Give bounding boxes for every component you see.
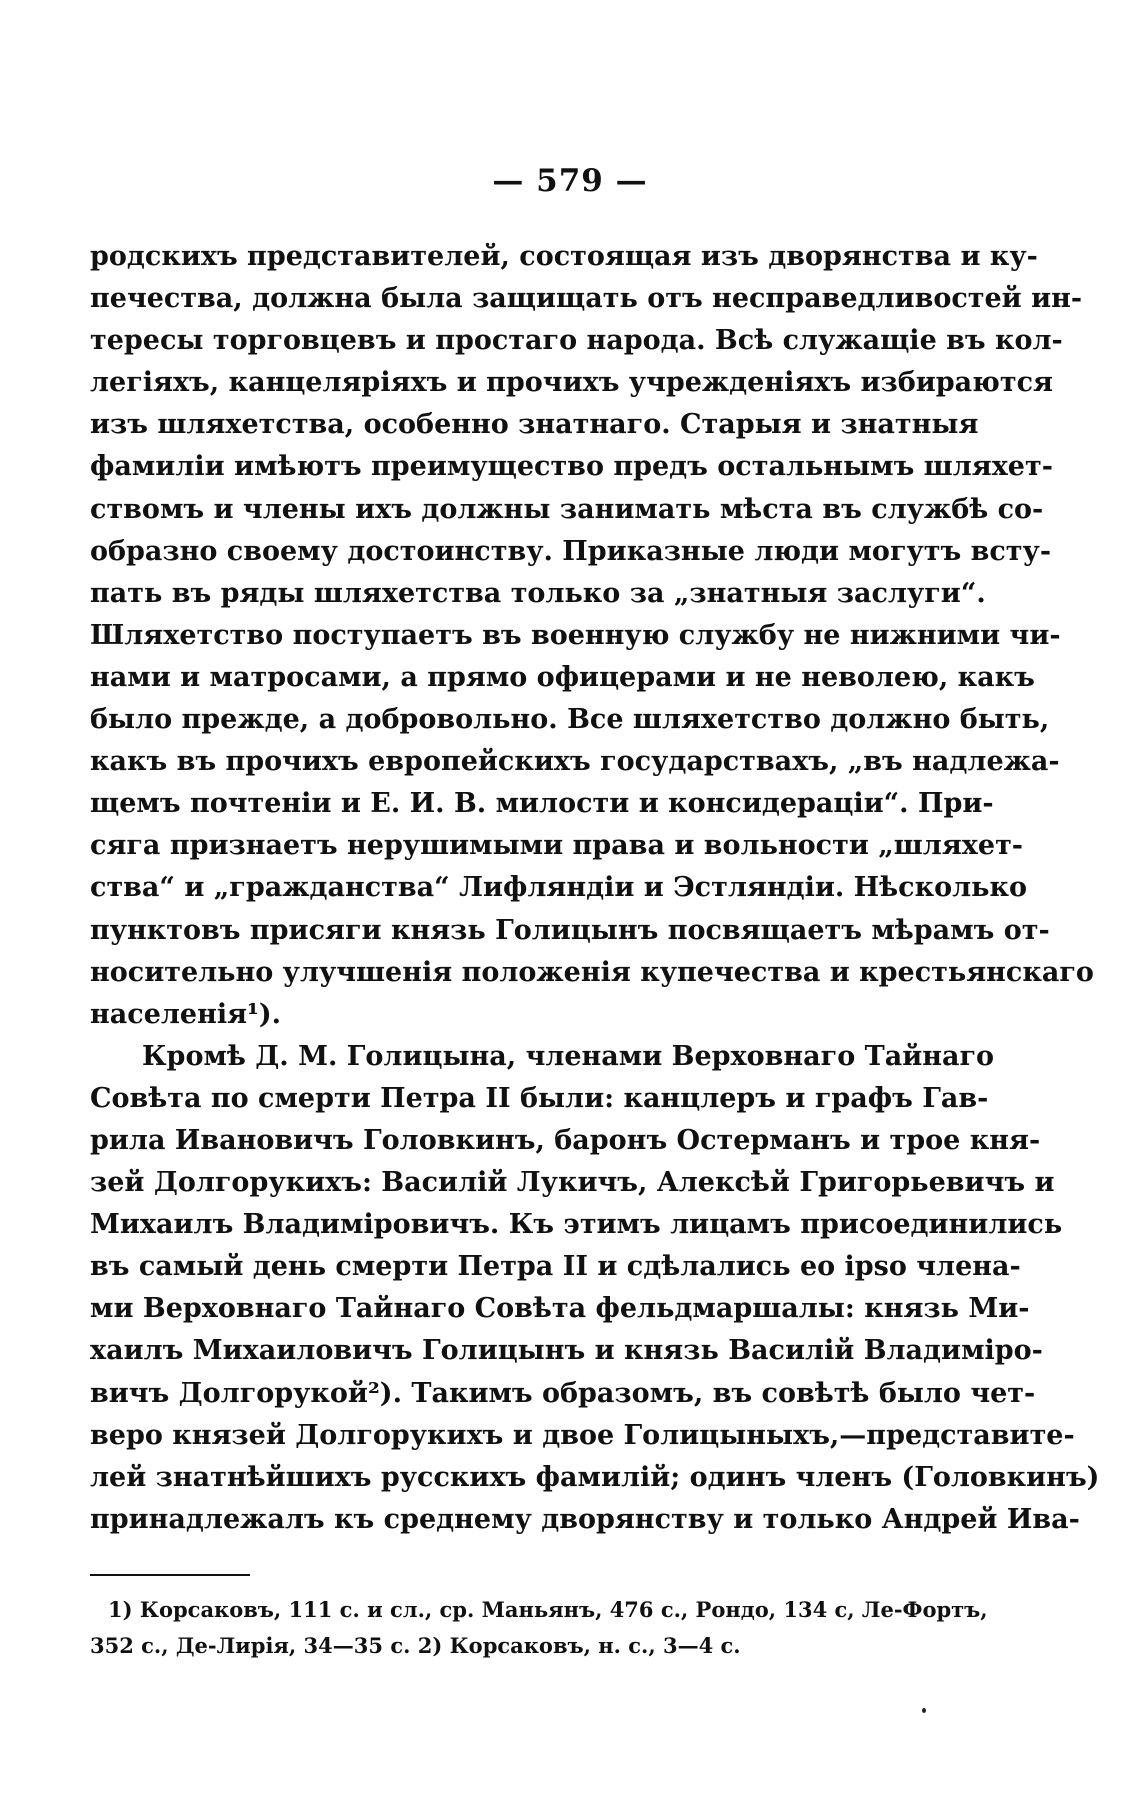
text-line: въ самый день смерти Петра II и сдѣлались ео ipso члена- (90, 1251, 1021, 1283)
text-line: Шляхетство поступаетъ въ военную службу не нижними чи- (90, 619, 1061, 651)
text-line: нами и матросами, а прямо офицерами и не неволею, какъ (90, 661, 1035, 693)
text-line: зей Долгорукихъ: Василій Лукичъ, Алексѣй Григорьевичъ и (90, 1167, 1055, 1199)
text-line: лей знатнѣйшихъ русскихъ фамилій; одинъ членъ (Головкинъ) (90, 1461, 1100, 1493)
text-line: сяга признаетъ нерушимыми права и вольности „шляхет- (90, 830, 1024, 862)
text-line: было прежде, а добровольно. Все шляхетство должно быть, (90, 704, 1050, 736)
text-line: ми Верховнаго Тайнаго Совѣта фельдмаршалы: князь Ми- (90, 1293, 1030, 1325)
text-line: ствомъ и члены ихъ должны занимать мѣста въ службѣ со- (90, 493, 1044, 525)
text-line: тересы торговцевъ и простаго народа. Всѣ служащіе въ кол- (90, 325, 1063, 357)
text-line: населенія¹). (90, 998, 282, 1030)
text-line: принадлежалъ къ среднему дворянству и только Андрей Ива- (90, 1503, 1080, 1535)
ink-speck (922, 1708, 926, 1713)
text-line: легіяхъ, канцеляріяхъ и прочихъ учрежденіяхъ избираются (90, 367, 1053, 399)
text-line: ства“ и „гражданства“ Лифляндіи и Эстляндіи. Нѣсколько (90, 872, 1027, 904)
text-line: хаилъ Михаиловичъ Голицынъ и князь Василій Владиміро- (90, 1335, 1043, 1367)
page-number: — 579 — (492, 163, 648, 199)
footnote-divider (90, 1574, 250, 1576)
text-line: щемъ почтеніи и Е. И. В. милости и консидераціи“. При- (90, 788, 994, 820)
text-line: фамиліи имѣютъ преимущество предъ остальнымъ шляхет- (90, 451, 1053, 483)
text-line: образно своему достоинству. Приказные люди могутъ всту- (90, 535, 1052, 567)
text-line: Михаилъ Владиміровичъ. Къ этимъ лицамъ присоединились (90, 1209, 1063, 1241)
text-line: рила Ивановичъ Головкинъ, баронъ Остерманъ и трое кня- (90, 1124, 1041, 1156)
text-line: пать въ ряды шляхетства только за „знатныя заслуги“. (90, 577, 986, 609)
text-line: пунктовъ присяги князь Голицынъ посвящаетъ мѣрамъ от- (90, 914, 1050, 946)
text-line: Совѣта по смерти Петра II были: канцлеръ и графъ Гав- (90, 1082, 989, 1114)
text-line: носительно улучшенія положенія купечества и крестьянскаго (90, 956, 1094, 988)
text-line: Кромѣ Д. М. Голицына, членами Верховнаго Тайнаго (142, 1040, 995, 1072)
text-line: вичъ Долгорукой²). Такимъ образомъ, въ совѣтѣ было чет- (90, 1377, 1036, 1409)
text-line: изъ шляхетства, особенно знатнаго. Старыя и знатныя (90, 409, 979, 441)
body-text (90, 236, 1100, 1541)
footnote-line: 352 с., Де-Лирія, 34—35 с. 2) Корсаковъ, н. с., 3—4 с. (90, 1633, 741, 1658)
footnote-line: 1) Корсаковъ, 111 с. и сл., ср. Маньянъ, 476 с., Рондо, 134 с, Ле-Фортъ, (108, 1597, 988, 1622)
text-line: печества, должна была защищать отъ несправедливостей ин- (90, 283, 1083, 315)
footnotes (90, 1592, 988, 1664)
text-line: родскихъ представителей, состоящая изъ дворянства и ку- (90, 241, 1038, 272)
text-line: веро князей Долгорукихъ и двое Голицыныхъ,—представите- (90, 1419, 1075, 1451)
text-line: какъ въ прочихъ европейскихъ государствахъ, „въ надлежа- (90, 746, 1060, 778)
